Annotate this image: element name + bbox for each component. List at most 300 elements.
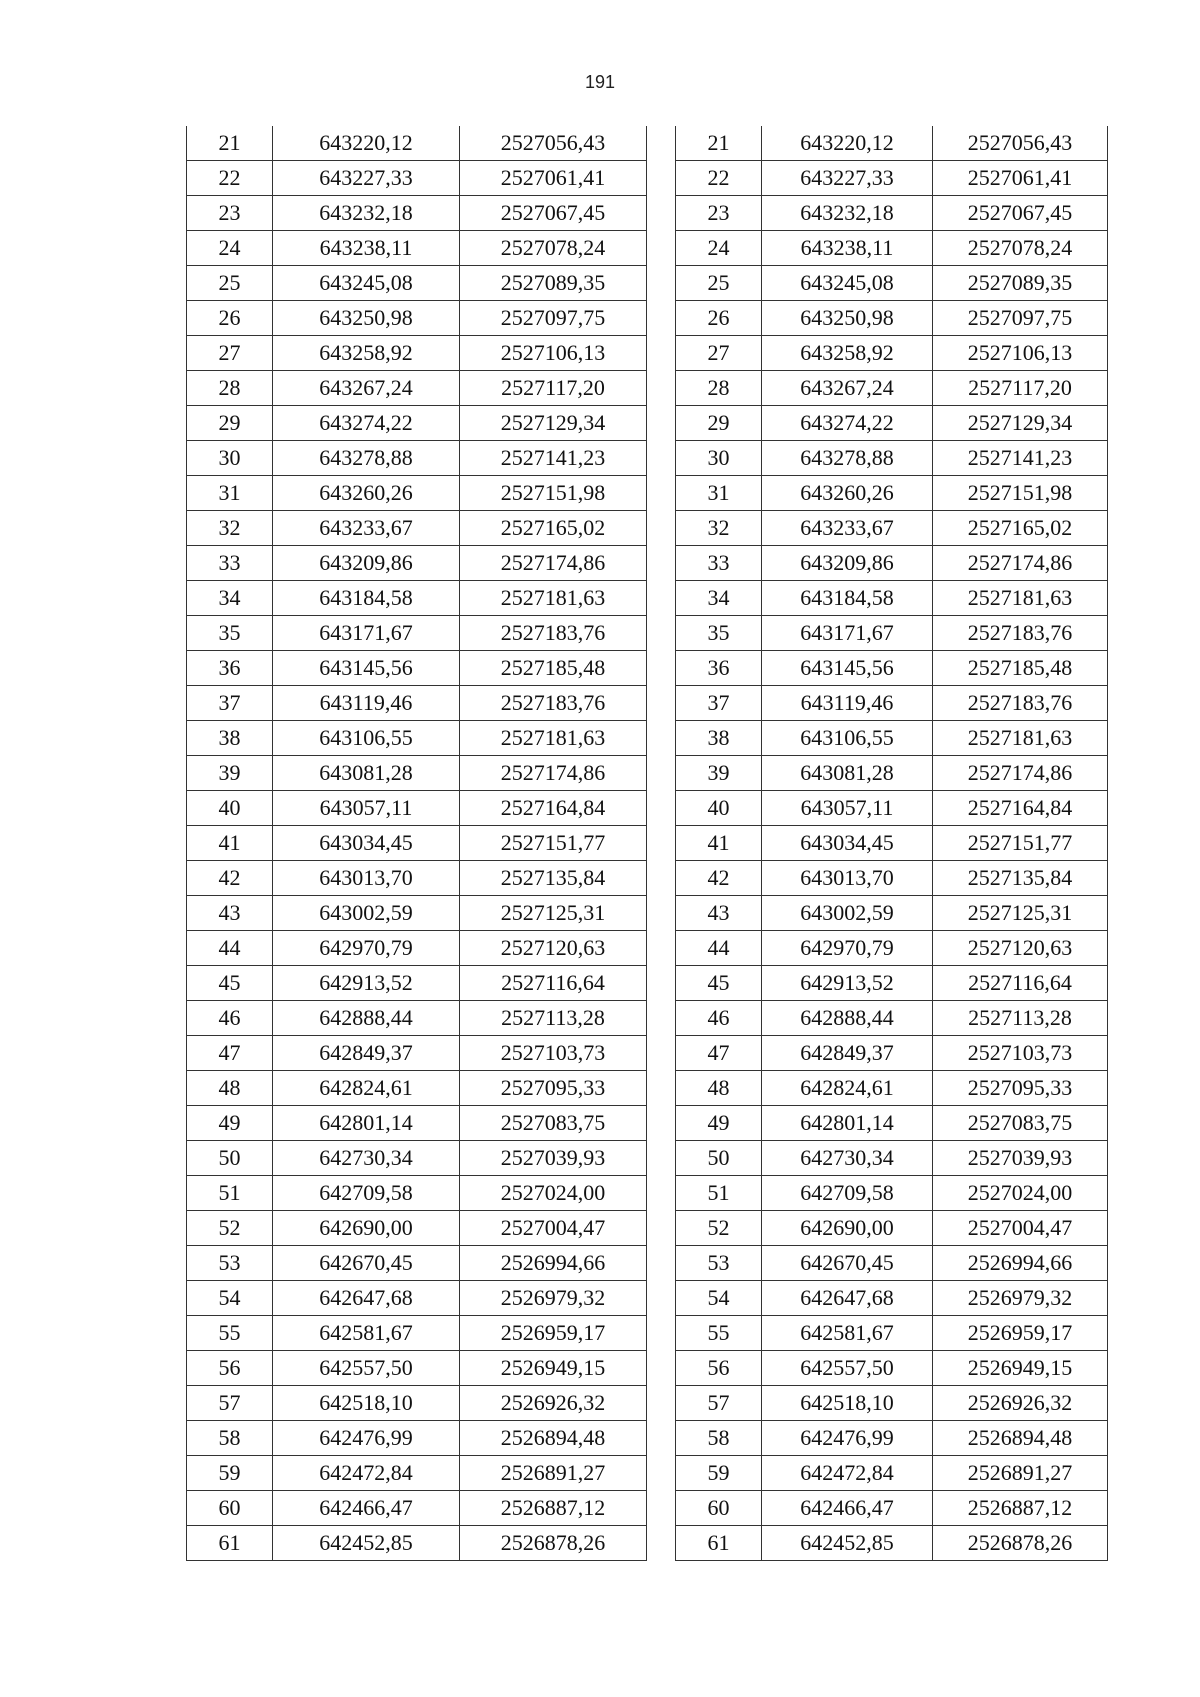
table-row (187, 721, 647, 756)
point-number-cell: 23 (187, 196, 273, 231)
x-coordinate-cell: 643184,58 (273, 581, 460, 616)
table-row (187, 441, 647, 476)
point-number-cell: 21 (187, 126, 273, 161)
y-coordinate-cell: 2527151,77 (460, 826, 647, 861)
table-row (187, 1456, 647, 1491)
y-coordinate-cell: 2527083,75 (460, 1106, 647, 1141)
point-number-cell: 48 (676, 1071, 762, 1106)
y-coordinate-cell: 2527061,41 (933, 161, 1108, 196)
x-coordinate-cell: 643260,26 (762, 476, 933, 511)
y-coordinate-cell: 2527083,75 (933, 1106, 1108, 1141)
table-row (187, 1386, 647, 1421)
y-coordinate-cell: 2527056,43 (460, 126, 647, 161)
point-number-cell: 29 (676, 406, 762, 441)
y-coordinate-cell: 2526959,17 (460, 1316, 647, 1351)
point-number-cell: 38 (187, 721, 273, 756)
table-row (676, 616, 1108, 651)
point-number-cell: 32 (676, 511, 762, 546)
x-coordinate-cell: 642709,58 (273, 1176, 460, 1211)
y-coordinate-cell: 2527103,73 (933, 1036, 1108, 1071)
x-coordinate-cell: 643171,67 (273, 616, 460, 651)
x-coordinate-cell: 643220,12 (762, 126, 933, 161)
y-coordinate-cell: 2527151,98 (933, 476, 1108, 511)
point-number-cell: 28 (676, 371, 762, 406)
y-coordinate-cell: 2526949,15 (460, 1351, 647, 1386)
x-coordinate-cell: 643227,33 (762, 161, 933, 196)
table-row (187, 791, 647, 826)
point-number-cell: 57 (187, 1386, 273, 1421)
point-number-cell: 49 (187, 1106, 273, 1141)
table-row (676, 896, 1108, 931)
x-coordinate-cell: 642888,44 (762, 1001, 933, 1036)
table-row (187, 126, 647, 161)
point-number-cell: 39 (187, 756, 273, 791)
x-coordinate-cell: 643106,55 (762, 721, 933, 756)
table-row (676, 406, 1108, 441)
table-row (187, 756, 647, 791)
point-number-cell: 50 (676, 1141, 762, 1176)
point-number-cell: 46 (676, 1001, 762, 1036)
y-coordinate-cell: 2527116,64 (460, 966, 647, 1001)
x-coordinate-cell: 643119,46 (762, 686, 933, 721)
y-coordinate-cell: 2527095,33 (933, 1071, 1108, 1106)
table-row (676, 1491, 1108, 1526)
table-row (676, 1141, 1108, 1176)
table-row (187, 1351, 647, 1386)
x-coordinate-cell: 643274,22 (273, 406, 460, 441)
x-coordinate-cell: 642690,00 (762, 1211, 933, 1246)
point-number-cell: 36 (676, 651, 762, 686)
x-coordinate-cell: 642466,47 (273, 1491, 460, 1526)
table-row (187, 546, 647, 581)
y-coordinate-cell: 2527089,35 (460, 266, 647, 301)
point-number-cell: 28 (187, 371, 273, 406)
table-row (187, 266, 647, 301)
table-row (676, 1421, 1108, 1456)
point-number-cell: 51 (676, 1176, 762, 1211)
table-row (676, 231, 1108, 266)
table-row (676, 1386, 1108, 1421)
y-coordinate-cell: 2526878,26 (460, 1526, 647, 1561)
x-coordinate-cell: 642849,37 (762, 1036, 933, 1071)
table-row (676, 1036, 1108, 1071)
table-row (676, 266, 1108, 301)
y-coordinate-cell: 2526949,15 (933, 1351, 1108, 1386)
x-coordinate-cell: 643278,88 (273, 441, 460, 476)
point-number-cell: 61 (187, 1526, 273, 1561)
point-number-cell: 43 (676, 896, 762, 931)
point-number-cell: 44 (187, 931, 273, 966)
table-row (187, 1176, 647, 1211)
table-row (676, 476, 1108, 511)
table-row (676, 791, 1108, 826)
x-coordinate-cell: 642824,61 (762, 1071, 933, 1106)
point-number-cell: 59 (676, 1456, 762, 1491)
table-row (676, 1526, 1108, 1561)
y-coordinate-cell: 2527164,84 (933, 791, 1108, 826)
point-number-cell: 46 (187, 1001, 273, 1036)
point-number-cell: 60 (676, 1491, 762, 1526)
y-coordinate-cell: 2527174,86 (933, 756, 1108, 791)
x-coordinate-cell: 643267,24 (762, 371, 933, 406)
x-coordinate-cell: 643171,67 (762, 616, 933, 651)
x-coordinate-cell: 642849,37 (273, 1036, 460, 1071)
y-coordinate-cell: 2527125,31 (460, 896, 647, 931)
y-coordinate-cell: 2527185,48 (933, 651, 1108, 686)
point-number-cell: 35 (676, 616, 762, 651)
point-number-cell: 45 (676, 966, 762, 1001)
coordinates-table-right (675, 126, 1108, 1561)
x-coordinate-cell: 643232,18 (273, 196, 460, 231)
x-coordinate-cell: 643145,56 (762, 651, 933, 686)
x-coordinate-cell: 643081,28 (762, 756, 933, 791)
y-coordinate-cell: 2527067,45 (933, 196, 1108, 231)
table-row (676, 651, 1108, 686)
y-coordinate-cell: 2527174,86 (460, 756, 647, 791)
point-number-cell: 47 (676, 1036, 762, 1071)
point-number-cell: 56 (676, 1351, 762, 1386)
y-coordinate-cell: 2527183,76 (460, 686, 647, 721)
point-number-cell: 23 (676, 196, 762, 231)
table-row (676, 826, 1108, 861)
x-coordinate-cell: 642647,68 (273, 1281, 460, 1316)
point-number-cell: 54 (187, 1281, 273, 1316)
x-coordinate-cell: 643274,22 (762, 406, 933, 441)
x-coordinate-cell: 643233,67 (762, 511, 933, 546)
y-coordinate-cell: 2527116,64 (933, 966, 1108, 1001)
point-number-cell: 53 (676, 1246, 762, 1281)
table-row (187, 1281, 647, 1316)
table-row (676, 861, 1108, 896)
point-number-cell: 34 (676, 581, 762, 616)
y-coordinate-cell: 2527117,20 (933, 371, 1108, 406)
table-row (676, 1176, 1108, 1211)
point-number-cell: 33 (187, 546, 273, 581)
table-row (676, 1351, 1108, 1386)
table-row (676, 301, 1108, 336)
y-coordinate-cell: 2527117,20 (460, 371, 647, 406)
table-row (676, 1106, 1108, 1141)
table-row (676, 126, 1108, 161)
y-coordinate-cell: 2527039,93 (460, 1141, 647, 1176)
y-coordinate-cell: 2527181,63 (933, 581, 1108, 616)
table-row (187, 1001, 647, 1036)
table-row (187, 196, 647, 231)
table-row (187, 371, 647, 406)
x-coordinate-cell: 643250,98 (762, 301, 933, 336)
point-number-cell: 39 (676, 756, 762, 791)
table-row (676, 1071, 1108, 1106)
point-number-cell: 24 (676, 231, 762, 266)
point-number-cell: 30 (676, 441, 762, 476)
table-row (187, 476, 647, 511)
x-coordinate-cell: 643184,58 (762, 581, 933, 616)
x-coordinate-cell: 643002,59 (273, 896, 460, 931)
point-number-cell: 32 (187, 511, 273, 546)
point-number-cell: 29 (187, 406, 273, 441)
point-number-cell: 37 (676, 686, 762, 721)
y-coordinate-cell: 2527067,45 (460, 196, 647, 231)
y-coordinate-cell: 2527103,73 (460, 1036, 647, 1071)
point-number-cell: 59 (187, 1456, 273, 1491)
y-coordinate-cell: 2526891,27 (933, 1456, 1108, 1491)
table-row (676, 161, 1108, 196)
point-number-cell: 22 (187, 161, 273, 196)
point-number-cell: 55 (676, 1316, 762, 1351)
x-coordinate-cell: 642801,14 (273, 1106, 460, 1141)
point-number-cell: 60 (187, 1491, 273, 1526)
point-number-cell: 30 (187, 441, 273, 476)
table-row (187, 1316, 647, 1351)
table-row (187, 931, 647, 966)
x-coordinate-cell: 642888,44 (273, 1001, 460, 1036)
table-row (187, 686, 647, 721)
x-coordinate-cell: 643119,46 (273, 686, 460, 721)
point-number-cell: 26 (676, 301, 762, 336)
x-coordinate-cell: 643232,18 (762, 196, 933, 231)
table-row (676, 1211, 1108, 1246)
y-coordinate-cell: 2526894,48 (460, 1421, 647, 1456)
y-coordinate-cell: 2527151,98 (460, 476, 647, 511)
table-row (187, 336, 647, 371)
y-coordinate-cell: 2527113,28 (460, 1001, 647, 1036)
table-row (676, 931, 1108, 966)
y-coordinate-cell: 2526979,32 (933, 1281, 1108, 1316)
x-coordinate-cell: 643013,70 (762, 861, 933, 896)
point-number-cell: 56 (187, 1351, 273, 1386)
x-coordinate-cell: 643145,56 (273, 651, 460, 686)
point-number-cell: 52 (187, 1211, 273, 1246)
table-row (187, 1421, 647, 1456)
x-coordinate-cell: 642970,79 (273, 931, 460, 966)
table-row (676, 336, 1108, 371)
table-row (187, 581, 647, 616)
x-coordinate-cell: 643233,67 (273, 511, 460, 546)
x-coordinate-cell: 642801,14 (762, 1106, 933, 1141)
point-number-cell: 52 (676, 1211, 762, 1246)
x-coordinate-cell: 643081,28 (273, 756, 460, 791)
point-number-cell: 22 (676, 161, 762, 196)
x-coordinate-cell: 642452,85 (762, 1526, 933, 1561)
table-row (676, 1246, 1108, 1281)
point-number-cell: 47 (187, 1036, 273, 1071)
table-row (676, 441, 1108, 476)
x-coordinate-cell: 643209,86 (762, 546, 933, 581)
y-coordinate-cell: 2526926,32 (460, 1386, 647, 1421)
point-number-cell: 42 (676, 861, 762, 896)
x-coordinate-cell: 642466,47 (762, 1491, 933, 1526)
x-coordinate-cell: 643002,59 (762, 896, 933, 931)
y-coordinate-cell: 2527078,24 (933, 231, 1108, 266)
y-coordinate-cell: 2527165,02 (933, 511, 1108, 546)
y-coordinate-cell: 2527125,31 (933, 896, 1108, 931)
table-row (187, 511, 647, 546)
point-number-cell: 24 (187, 231, 273, 266)
y-coordinate-cell: 2527004,47 (933, 1211, 1108, 1246)
table-row (187, 1246, 647, 1281)
x-coordinate-cell: 642709,58 (762, 1176, 933, 1211)
x-coordinate-cell: 643057,11 (273, 791, 460, 826)
table-row (187, 1211, 647, 1246)
x-coordinate-cell: 642476,99 (273, 1421, 460, 1456)
point-number-cell: 26 (187, 301, 273, 336)
x-coordinate-cell: 642476,99 (762, 1421, 933, 1456)
point-number-cell: 54 (676, 1281, 762, 1316)
table-row (187, 896, 647, 931)
x-coordinate-cell: 643278,88 (762, 441, 933, 476)
y-coordinate-cell: 2527165,02 (460, 511, 647, 546)
y-coordinate-cell: 2526979,32 (460, 1281, 647, 1316)
y-coordinate-cell: 2527185,48 (460, 651, 647, 686)
x-coordinate-cell: 643245,08 (273, 266, 460, 301)
y-coordinate-cell: 2527141,23 (933, 441, 1108, 476)
point-number-cell: 51 (187, 1176, 273, 1211)
table-row (187, 406, 647, 441)
x-coordinate-cell: 643260,26 (273, 476, 460, 511)
table-row (676, 371, 1108, 406)
y-coordinate-cell: 2526994,66 (933, 1246, 1108, 1281)
y-coordinate-cell: 2527183,76 (933, 616, 1108, 651)
x-coordinate-cell: 643258,92 (273, 336, 460, 371)
y-coordinate-cell: 2526891,27 (460, 1456, 647, 1491)
x-coordinate-cell: 643209,86 (273, 546, 460, 581)
table-row (187, 1526, 647, 1561)
point-number-cell: 34 (187, 581, 273, 616)
y-coordinate-cell: 2527024,00 (933, 1176, 1108, 1211)
y-coordinate-cell: 2527113,28 (933, 1001, 1108, 1036)
table-row (676, 196, 1108, 231)
y-coordinate-cell: 2527120,63 (460, 931, 647, 966)
y-coordinate-cell: 2527183,76 (460, 616, 647, 651)
y-coordinate-cell: 2527135,84 (933, 861, 1108, 896)
table-row (187, 1106, 647, 1141)
point-number-cell: 57 (676, 1386, 762, 1421)
y-coordinate-cell: 2527039,93 (933, 1141, 1108, 1176)
y-coordinate-cell: 2527095,33 (460, 1071, 647, 1106)
y-coordinate-cell: 2527181,63 (933, 721, 1108, 756)
table-row (187, 616, 647, 651)
x-coordinate-cell: 642730,34 (273, 1141, 460, 1176)
table-row (187, 861, 647, 896)
point-number-cell: 48 (187, 1071, 273, 1106)
y-coordinate-cell: 2526994,66 (460, 1246, 647, 1281)
table-row (676, 581, 1108, 616)
y-coordinate-cell: 2527174,86 (933, 546, 1108, 581)
table-row (676, 1316, 1108, 1351)
coordinates-table-left (186, 126, 647, 1561)
x-coordinate-cell: 642557,50 (762, 1351, 933, 1386)
x-coordinate-cell: 642824,61 (273, 1071, 460, 1106)
x-coordinate-cell: 643227,33 (273, 161, 460, 196)
x-coordinate-cell: 642472,84 (762, 1456, 933, 1491)
point-number-cell: 37 (187, 686, 273, 721)
x-coordinate-cell: 642970,79 (762, 931, 933, 966)
y-coordinate-cell: 2526887,12 (933, 1491, 1108, 1526)
table-row (187, 826, 647, 861)
point-number-cell: 49 (676, 1106, 762, 1141)
point-number-cell: 58 (187, 1421, 273, 1456)
point-number-cell: 31 (187, 476, 273, 511)
y-coordinate-cell: 2526926,32 (933, 1386, 1108, 1421)
table-row (676, 721, 1108, 756)
x-coordinate-cell: 643250,98 (273, 301, 460, 336)
x-coordinate-cell: 643220,12 (273, 126, 460, 161)
point-number-cell: 44 (676, 931, 762, 966)
x-coordinate-cell: 642670,45 (273, 1246, 460, 1281)
y-coordinate-cell: 2526959,17 (933, 1316, 1108, 1351)
y-coordinate-cell: 2527164,84 (460, 791, 647, 826)
x-coordinate-cell: 642647,68 (762, 1281, 933, 1316)
x-coordinate-cell: 642518,10 (762, 1386, 933, 1421)
point-number-cell: 27 (187, 336, 273, 371)
y-coordinate-cell: 2527097,75 (933, 301, 1108, 336)
point-number-cell: 41 (676, 826, 762, 861)
page-number: 191 (584, 72, 616, 92)
y-coordinate-cell: 2527024,00 (460, 1176, 647, 1211)
point-number-cell: 50 (187, 1141, 273, 1176)
table-row (187, 161, 647, 196)
y-coordinate-cell: 2527129,34 (460, 406, 647, 441)
table-row (676, 966, 1108, 1001)
x-coordinate-cell: 642581,67 (762, 1316, 933, 1351)
y-coordinate-cell: 2527183,76 (933, 686, 1108, 721)
point-number-cell: 38 (676, 721, 762, 756)
y-coordinate-cell: 2527135,84 (460, 861, 647, 896)
y-coordinate-cell: 2527078,24 (460, 231, 647, 266)
y-coordinate-cell: 2526878,26 (933, 1526, 1108, 1561)
table-row (676, 1456, 1108, 1491)
y-coordinate-cell: 2527181,63 (460, 581, 647, 616)
point-number-cell: 36 (187, 651, 273, 686)
y-coordinate-cell: 2527129,34 (933, 406, 1108, 441)
point-number-cell: 61 (676, 1526, 762, 1561)
x-coordinate-cell: 642670,45 (762, 1246, 933, 1281)
table-row (187, 966, 647, 1001)
x-coordinate-cell: 643106,55 (273, 721, 460, 756)
point-number-cell: 21 (676, 126, 762, 161)
table-row (676, 1001, 1108, 1036)
y-coordinate-cell: 2527056,43 (933, 126, 1108, 161)
point-number-cell: 27 (676, 336, 762, 371)
table-row (187, 1071, 647, 1106)
point-number-cell: 33 (676, 546, 762, 581)
table-row (676, 686, 1108, 721)
table-row (187, 1491, 647, 1526)
y-coordinate-cell: 2527141,23 (460, 441, 647, 476)
point-number-cell: 45 (187, 966, 273, 1001)
point-number-cell: 41 (187, 826, 273, 861)
x-coordinate-cell: 642518,10 (273, 1386, 460, 1421)
point-number-cell: 25 (676, 266, 762, 301)
point-number-cell: 58 (676, 1421, 762, 1456)
x-coordinate-cell: 643034,45 (762, 826, 933, 861)
point-number-cell: 42 (187, 861, 273, 896)
point-number-cell: 31 (676, 476, 762, 511)
point-number-cell: 43 (187, 896, 273, 931)
table-row (187, 301, 647, 336)
table-row (187, 1036, 647, 1071)
table-row (187, 231, 647, 266)
table-row (187, 651, 647, 686)
x-coordinate-cell: 642730,34 (762, 1141, 933, 1176)
table-row (187, 1141, 647, 1176)
y-coordinate-cell: 2527174,86 (460, 546, 647, 581)
point-number-cell: 40 (187, 791, 273, 826)
y-coordinate-cell: 2527061,41 (460, 161, 647, 196)
x-coordinate-cell: 642557,50 (273, 1351, 460, 1386)
x-coordinate-cell: 642690,00 (273, 1211, 460, 1246)
x-coordinate-cell: 643013,70 (273, 861, 460, 896)
